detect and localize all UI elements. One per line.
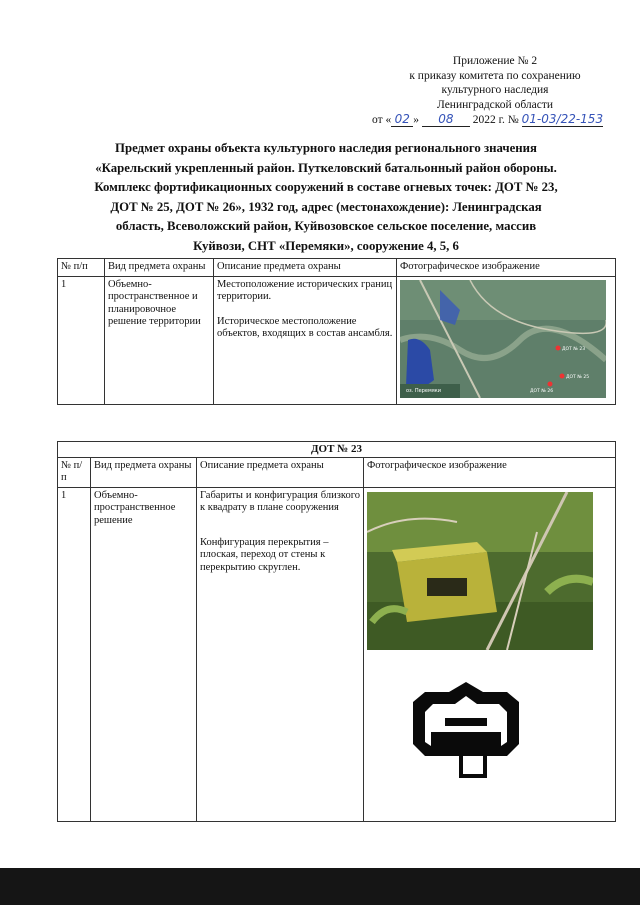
- satellite-map-image: [400, 280, 606, 398]
- map-label-dot26: ДОТ № 26: [530, 388, 554, 394]
- year-text: 2022 г. №: [472, 114, 519, 126]
- map-marker-dot23: [556, 345, 561, 350]
- table-row: [58, 276, 616, 404]
- handwritten-day: 02: [391, 112, 413, 127]
- scan-bottom-edge: [0, 868, 640, 905]
- header-photo: Фотографическое изображение: [364, 457, 616, 487]
- row-photo: [364, 487, 616, 821]
- appendix-line-2: к приказу комитета по сохранению: [409, 69, 581, 82]
- header-photo: Фотографическое изображение: [397, 259, 616, 277]
- map-label-lake: оз. Перемяки: [406, 387, 442, 394]
- header-desc: Описание предмета охраны: [214, 259, 397, 277]
- desc-para-1: Габариты и конфигурация близкого к квадрату в плане сооружения: [200, 489, 360, 513]
- map-label-dot25: ДОТ № 25: [566, 374, 590, 380]
- caption-row: [58, 442, 616, 458]
- date-prefix: от «: [372, 114, 392, 126]
- title-line-3: Комплекс фортификационных сооружений в составе огневых точек: ДОТ № 23,: [94, 180, 558, 194]
- header-num: № п/п: [58, 259, 105, 277]
- appendix-header: [360, 54, 630, 112]
- map-marker-dot25: [560, 373, 565, 378]
- title-line-6: Куйвози, СНТ «Перемяки», сооружение 4, 5, 6: [193, 238, 459, 253]
- order-date-line: [372, 112, 603, 127]
- table-caption: ДОТ № 23: [58, 442, 616, 458]
- appendix-line-3: культурного наследия: [441, 84, 549, 96]
- row-num: 1: [58, 487, 91, 821]
- table-header-row: [58, 259, 616, 277]
- title-line-5: область, Всеволожский район, Куйвозовское сельское поселение, массив: [115, 219, 537, 233]
- territory-table: [57, 258, 616, 405]
- header-kind: Вид предмета охраны: [105, 259, 214, 277]
- bunker-plan-drawing: [411, 680, 521, 780]
- row-desc: [214, 276, 397, 404]
- desc-para-1: Местоположение исторических границ территории.: [217, 278, 393, 302]
- row-desc: [197, 487, 364, 821]
- map-marker-dot26: [548, 381, 553, 386]
- row-num: 1: [58, 276, 105, 404]
- dot23-table: [57, 441, 616, 822]
- date-mid: »: [413, 114, 419, 126]
- header-num: № п/п: [58, 457, 91, 487]
- appendix-line-4: Ленинградской области: [436, 98, 554, 111]
- handwritten-order-number: 01-03/22-153: [521, 112, 604, 126]
- table-row: [58, 487, 616, 821]
- table-header-row: [58, 457, 616, 487]
- title-line-4: ДОТ № 25, ДОТ № 26», 1932 год, адрес (местонахождение): Ленинградская: [110, 199, 542, 214]
- handwritten-month: 08: [422, 112, 470, 127]
- row-kind: Объемно-пространственное решение: [91, 487, 197, 821]
- header-desc: Описание предмета охраны: [197, 457, 364, 487]
- header-kind: Вид предмета охраны: [91, 457, 197, 487]
- row-kind: Объемно-пространственное и планировочное решение территории: [105, 276, 214, 404]
- appendix-line-1: Приложение № 2: [452, 55, 538, 67]
- map-label-dot23: ДОТ № 23: [562, 346, 586, 352]
- document-title: [36, 139, 616, 256]
- title-line-1: Предмет охраны объекта культурного наследия регионального значения: [115, 141, 537, 155]
- row-photo: [397, 276, 616, 404]
- bunker-photo: [367, 492, 593, 650]
- title-line-2: «Карельский укрепленный район. Путкеловский батальонный район обороны.: [95, 160, 557, 175]
- desc-para-2: Историческое местоположение объектов, входящих в состав ансамбля.: [217, 315, 393, 339]
- desc-para-2: Конфигурация перекрытия – плоская, переход от стены к перекрытию скруглен.: [200, 536, 329, 573]
